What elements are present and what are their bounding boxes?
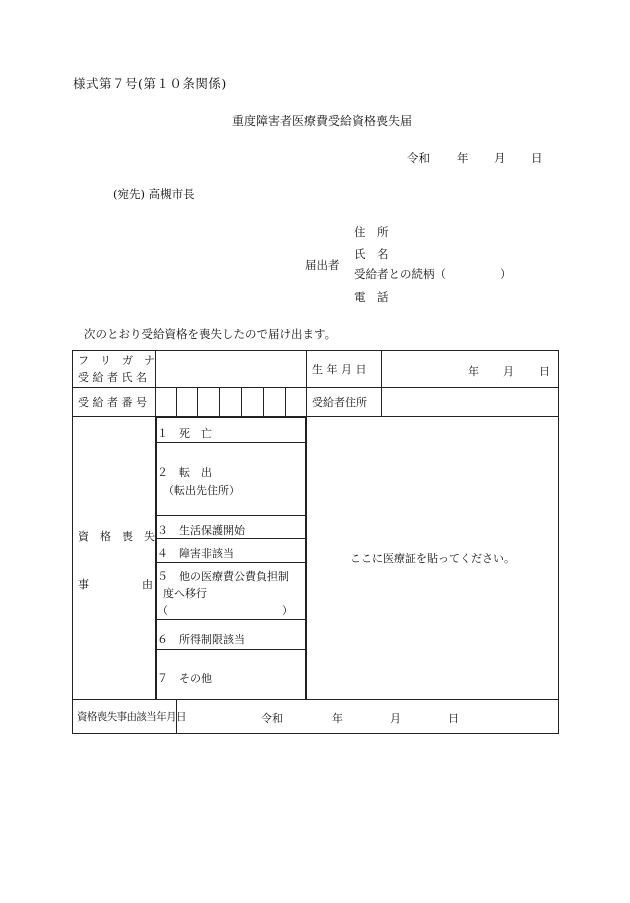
birth-day-unit: 日 [539, 365, 551, 378]
applicant-relationship-label: 受給者との続柄（ [354, 267, 446, 281]
reason-disability-text: ４ 障害非該当 [157, 547, 234, 560]
reason-welfare-start[interactable] [157, 516, 306, 539]
number-digit-2[interactable] [198, 388, 220, 417]
intro-text: 次のとおり受給資格を喪失したので届け出ます。 [84, 327, 337, 341]
date-era: 令和 [407, 151, 430, 165]
loss-reason-label-cell [73, 417, 156, 700]
loss-date-month: 月 [390, 712, 401, 725]
document-title: 重度障害者医療費受給資格喪失届 [231, 114, 412, 128]
birth-month-unit: 月 [503, 365, 515, 378]
reason-death[interactable] [157, 418, 306, 443]
applicant-label: 届出者 [305, 258, 340, 272]
birthdate-field[interactable] [382, 351, 559, 388]
date-day: 日 [531, 151, 543, 165]
date-year: 年 [457, 151, 469, 165]
loss-date-label: 資格喪失事由該当年月日 [73, 700, 177, 734]
number-digit-3[interactable] [220, 388, 242, 417]
loss-date-era: 令和 [261, 712, 283, 725]
recipient-address-label: 受給者住所 [307, 388, 382, 417]
reason-income-limit[interactable] [157, 620, 306, 650]
reason-move-out-text: ２ 転 出 [157, 466, 212, 479]
loss-date-year: 年 [332, 712, 343, 725]
applicant-address-label: 住 所 [354, 225, 389, 239]
reason-other-public-expense-text: ５ 他の医療費公費負担制 [157, 570, 289, 583]
recipient-address-field[interactable] [382, 388, 559, 417]
reason-5-paren-close: ） [282, 604, 293, 617]
recipient-name-field[interactable] [156, 351, 307, 388]
loss-reason-label-ji: 事 [78, 578, 89, 591]
loss-date-day: 日 [448, 712, 459, 725]
reason-income-limit-text: ６ 所得制限該当 [157, 632, 245, 646]
loss-reason-label-top: 資 格 喪 失 [78, 530, 155, 543]
furigana-label: フ リ ガ ナ [78, 354, 155, 367]
reason-other-public-expense[interactable] [157, 563, 306, 620]
number-digit-5[interactable] [264, 388, 286, 417]
loss-reason-list-cell [156, 417, 307, 700]
form-number: 様式第７号(第１０条関係) [73, 76, 227, 91]
addressee: (宛先) 高槻市長 [113, 187, 195, 201]
reason-move-out[interactable] [157, 443, 306, 516]
recipient-name-label: 受 給 者 氏 名 [78, 371, 147, 384]
loss-reason-list [156, 417, 306, 699]
applicant-phone-label: 電 話 [354, 290, 389, 304]
name-label-cell [73, 351, 156, 388]
applicant-relationship-close: ） [500, 267, 512, 281]
number-gap-cell [156, 388, 177, 417]
number-digit-6[interactable] [286, 388, 307, 417]
reason-death-text: １ 死 亡 [157, 427, 212, 440]
loss-date-field[interactable] [177, 700, 559, 734]
reason-5-paren-open: （ [157, 604, 168, 617]
applicant-name-label: 氏 名 [354, 247, 389, 261]
reason-other-public-expense-line2: 度へ移行 [163, 587, 207, 600]
reason-move-out-address-label: （転出先住所） [163, 484, 240, 497]
date-month: 月 [494, 151, 506, 165]
number-digit-4[interactable] [242, 388, 264, 417]
reason-welfare-start-text: ３ 生活保護開始 [157, 523, 245, 537]
card-attach-note: ここに医療証を貼ってください。 [350, 552, 516, 565]
reason-other[interactable] [157, 650, 306, 699]
reason-other-text: ７ その他 [157, 671, 212, 685]
loss-reason-label-yu: 由 [142, 578, 153, 591]
number-digit-1[interactable] [177, 388, 198, 417]
recipient-number-label: 受 給 者 番 号 [73, 388, 156, 417]
card-attach-area[interactable] [307, 417, 559, 700]
reason-disability-non-applicable[interactable] [157, 539, 306, 563]
loss-notification-table [72, 350, 559, 734]
birth-year-unit: 年 [468, 365, 480, 378]
birthdate-label: 生 年 月 日 [307, 351, 382, 388]
